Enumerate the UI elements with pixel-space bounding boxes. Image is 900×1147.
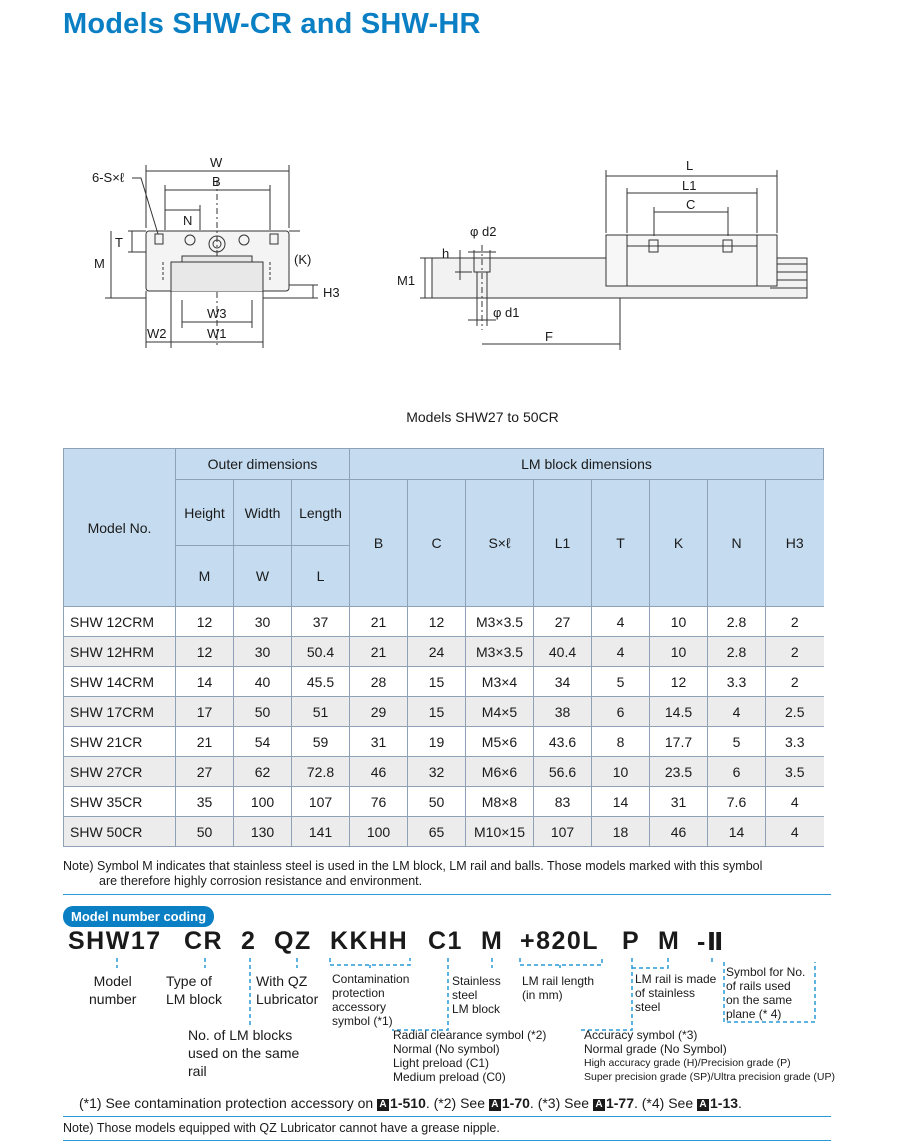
cell-8: 23.5 (650, 757, 708, 787)
cell-5: M3×4 (466, 667, 534, 697)
ref-text-4: . (*4) See (633, 1095, 698, 1111)
ref-text-3: . (*3) See (529, 1095, 593, 1111)
cell-10: 2 (766, 607, 824, 637)
cell-0: 14 (176, 667, 234, 697)
accuracy-title: Accuracy symbol (*3) (584, 1028, 698, 1042)
label-W1: W1 (207, 326, 227, 341)
cell-0: 12 (176, 607, 234, 637)
cell-8: 17.7 (650, 727, 708, 757)
cell-4: 24 (408, 637, 466, 667)
cell-8: 10 (650, 637, 708, 667)
header-model: Model No. (64, 449, 176, 607)
cell-2: 45.5 (292, 667, 350, 697)
header-L: L (292, 546, 350, 607)
header-length: Length (292, 480, 350, 546)
cell-9: 5 (708, 727, 766, 757)
header-SxL: S×ℓ (466, 480, 534, 607)
cell-1: 40 (234, 667, 292, 697)
cell-10: 2 (766, 667, 824, 697)
cell-0: 50 (176, 817, 234, 847)
label-L: L (686, 158, 694, 173)
label-W3: W3 (207, 306, 227, 321)
label-M: M (94, 256, 105, 271)
header-width: Width (234, 480, 292, 546)
cell-7: 10 (592, 757, 650, 787)
ref-suffix: . (738, 1095, 742, 1111)
cell-10: 4 (766, 787, 824, 817)
page-title: Models SHW-CR and SHW-HR (63, 8, 481, 40)
ref-page-2[interactable]: A 1-70 (489, 1095, 530, 1111)
cell-6: 83 (534, 787, 592, 817)
cell-2: 37 (292, 607, 350, 637)
cell-1: 130 (234, 817, 292, 847)
cell-1: 62 (234, 757, 292, 787)
cell-1: 30 (234, 607, 292, 637)
label-K: (K) (294, 252, 312, 267)
cell-0: 21 (176, 727, 234, 757)
cell-9: 7.6 (708, 787, 766, 817)
cell-4: 65 (408, 817, 466, 847)
cell-7: 4 (592, 607, 650, 637)
header-lm-block: LM block dimensions (350, 449, 824, 480)
cell-10: 4 (766, 817, 824, 847)
label-qz: With QZ Lubricator (256, 973, 319, 1007)
label-rail-length: LM rail length (in mm) (522, 974, 595, 1002)
code-accuracy: P (622, 927, 641, 955)
cell-8: 46 (650, 817, 708, 847)
cell-10: 2 (766, 637, 824, 667)
label-h: h (442, 246, 450, 261)
cell-5: M5×6 (466, 727, 534, 757)
cell-10: 3.3 (766, 727, 824, 757)
page-box-icon: A (697, 1099, 709, 1111)
cell-6: 38 (534, 697, 592, 727)
cell-8: 31 (650, 787, 708, 817)
cell-3: 21 (350, 607, 408, 637)
code-rail-length: +820L (520, 927, 600, 955)
cell-4: 50 (408, 787, 466, 817)
cell-4: 15 (408, 697, 466, 727)
cell-9: 3.3 (708, 667, 766, 697)
label-rail-stainless: LM rail is made of stainless steel (635, 972, 717, 1014)
header-L1: L1 (534, 480, 592, 607)
cell-4: 12 (408, 607, 466, 637)
label-rails-symbol: Symbol for No. of rails used on the same plane (* 4) (726, 965, 806, 1021)
label-W: W (210, 155, 223, 170)
cell-5: M3×3.5 (466, 637, 534, 667)
code-qz: QZ (274, 927, 312, 955)
accuracy-super: Super precision grade (SP)/Ultra precision grade (UP) (584, 1071, 835, 1083)
divider-bottom (63, 1140, 831, 1141)
label-H3: H3 (323, 285, 340, 300)
label-C: C (686, 197, 696, 212)
cell-6: 56.6 (534, 757, 592, 787)
label-W2: W2 (147, 326, 167, 341)
cell-model: SHW 50CR (64, 817, 176, 847)
page-box-icon: A (377, 1099, 389, 1111)
radial-normal: Normal (No symbol) (393, 1042, 500, 1056)
label-N: N (183, 213, 193, 228)
cell-9: 4 (708, 697, 766, 727)
note-line-1: Note) Symbol M indicates that stainless steel is used in the LM block, LM rail and balls. Those models marked with this symbol (63, 859, 763, 873)
accuracy-group (584, 1028, 835, 1084)
label-stainless-block: Stainless steel LM block (452, 974, 501, 1016)
header-C: C (408, 480, 466, 607)
note-line-2: are therefore highly corrosion resistance and environment. (99, 874, 423, 888)
header-H3: H3 (766, 480, 824, 607)
page-box-icon: A (489, 1099, 501, 1111)
cell-0: 27 (176, 757, 234, 787)
label-L1: L1 (682, 178, 697, 193)
code-clearance: C1 (428, 927, 463, 955)
cell-3: 46 (350, 757, 408, 787)
radial-title: Radial clearance symbol (*2) (393, 1028, 547, 1042)
label-model-number: Model number (89, 973, 137, 1007)
cell-10: 3.5 (766, 757, 824, 787)
cell-5: M6×6 (466, 757, 534, 787)
cell-1: 54 (234, 727, 292, 757)
cell-5: M8×8 (466, 787, 534, 817)
cell-3: 31 (350, 727, 408, 757)
cell-4: 15 (408, 667, 466, 697)
cell-2: 50.4 (292, 637, 350, 667)
cell-0: 35 (176, 787, 234, 817)
code-stainless-rail: M (658, 927, 681, 955)
cell-model: SHW 17CRM (64, 697, 176, 727)
note-qz: Note) Those models equipped with QZ Lubricator cannot have a grease nipple. (63, 1121, 500, 1135)
cell-3: 28 (350, 667, 408, 697)
radial-medium: Medium preload (C0) (393, 1070, 506, 1084)
accuracy-normal: Normal grade (No Symbol) (584, 1042, 727, 1056)
label-T: T (115, 235, 123, 250)
label-d2: φ d2 (470, 224, 497, 239)
cell-5: M10×15 (466, 817, 534, 847)
code-blocks: 2 (241, 927, 257, 955)
cell-model: SHW 27CR (64, 757, 176, 787)
cell-7: 14 (592, 787, 650, 817)
label-type: Type of LM block (166, 973, 223, 1007)
accuracy-high: High accuracy grade (H)/Precision grade (P) (584, 1057, 791, 1069)
cell-6: 40.4 (534, 637, 592, 667)
cell-5: M4×5 (466, 697, 534, 727)
code-type: CR (184, 927, 224, 955)
cell-2: 107 (292, 787, 350, 817)
cell-7: 8 (592, 727, 650, 757)
ref-page-3[interactable]: A 1-77 (593, 1095, 634, 1111)
cell-9: 14 (708, 817, 766, 847)
radial-clearance-group (393, 1028, 546, 1084)
cell-4: 32 (408, 757, 466, 787)
ref-text-2: . (*2) See (425, 1095, 489, 1111)
header-M: M (176, 546, 234, 607)
ref-page-4[interactable]: A 1-13 (697, 1095, 738, 1111)
cell-1: 50 (234, 697, 292, 727)
ref-page-1[interactable]: A 1-510 (377, 1095, 426, 1111)
header-height: Height (176, 480, 234, 546)
header-B: B (350, 480, 408, 607)
cell-0: 12 (176, 637, 234, 667)
code-stainless-block: M (481, 927, 504, 955)
cell-model: SHW 35CR (64, 787, 176, 817)
cell-2: 51 (292, 697, 350, 727)
label-B: B (212, 174, 221, 189)
cell-10: 2.5 (766, 697, 824, 727)
ref-text-1: (*1) See contamination protection accessory on (79, 1095, 378, 1111)
label-d1: φ d1 (493, 305, 520, 320)
code-rails: -Ⅱ (697, 928, 725, 956)
cell-3: 21 (350, 637, 408, 667)
radial-light: Light preload (C1) (393, 1056, 490, 1070)
cell-7: 18 (592, 817, 650, 847)
label-blocks: No. of LM blocks used on the same rail (188, 1027, 300, 1079)
header-W: W (234, 546, 292, 607)
cell-2: 72.8 (292, 757, 350, 787)
cell-6: 27 (534, 607, 592, 637)
cell-7: 5 (592, 667, 650, 697)
cell-6: 43.6 (534, 727, 592, 757)
cell-3: 100 (350, 817, 408, 847)
cell-1: 100 (234, 787, 292, 817)
header-K: K (650, 480, 708, 607)
label-contamination: Contamination protection accessory symbol (*1) (332, 972, 410, 1028)
cell-9: 6 (708, 757, 766, 787)
coding-pill: Model number coding (63, 906, 214, 927)
cell-7: 6 (592, 697, 650, 727)
page-box-icon: A (593, 1099, 605, 1111)
reference-line (63, 1095, 742, 1111)
label-F: F (545, 329, 553, 344)
cell-1: 30 (234, 637, 292, 667)
label-M1: M1 (397, 273, 416, 288)
code-contamination: KKHH (330, 927, 409, 955)
header-T: T (592, 480, 650, 607)
header-N: N (708, 480, 766, 607)
label-hole: 6-S×ℓ (92, 170, 125, 185)
cell-8: 14.5 (650, 697, 708, 727)
cell-model: SHW 12CRM (64, 607, 176, 637)
cell-7: 4 (592, 637, 650, 667)
code-model: SHW17 (68, 927, 162, 955)
drawing-caption: Models SHW27 to 50CR (406, 409, 559, 425)
cell-5: M3×3.5 (466, 607, 534, 637)
cell-3: 76 (350, 787, 408, 817)
cell-9: 2.8 (708, 607, 766, 637)
header-outer: Outer dimensions (176, 449, 350, 480)
cell-6: 107 (534, 817, 592, 847)
cell-2: 59 (292, 727, 350, 757)
cell-3: 29 (350, 697, 408, 727)
divider-mid (63, 1116, 831, 1117)
cell-8: 10 (650, 607, 708, 637)
cell-6: 34 (534, 667, 592, 697)
cell-9: 2.8 (708, 637, 766, 667)
cell-model: SHW 21CR (64, 727, 176, 757)
cell-0: 17 (176, 697, 234, 727)
cell-4: 19 (408, 727, 466, 757)
cell-2: 141 (292, 817, 350, 847)
cell-model: SHW 14CRM (64, 667, 176, 697)
cell-8: 12 (650, 667, 708, 697)
cell-model: SHW 12HRM (64, 637, 176, 667)
